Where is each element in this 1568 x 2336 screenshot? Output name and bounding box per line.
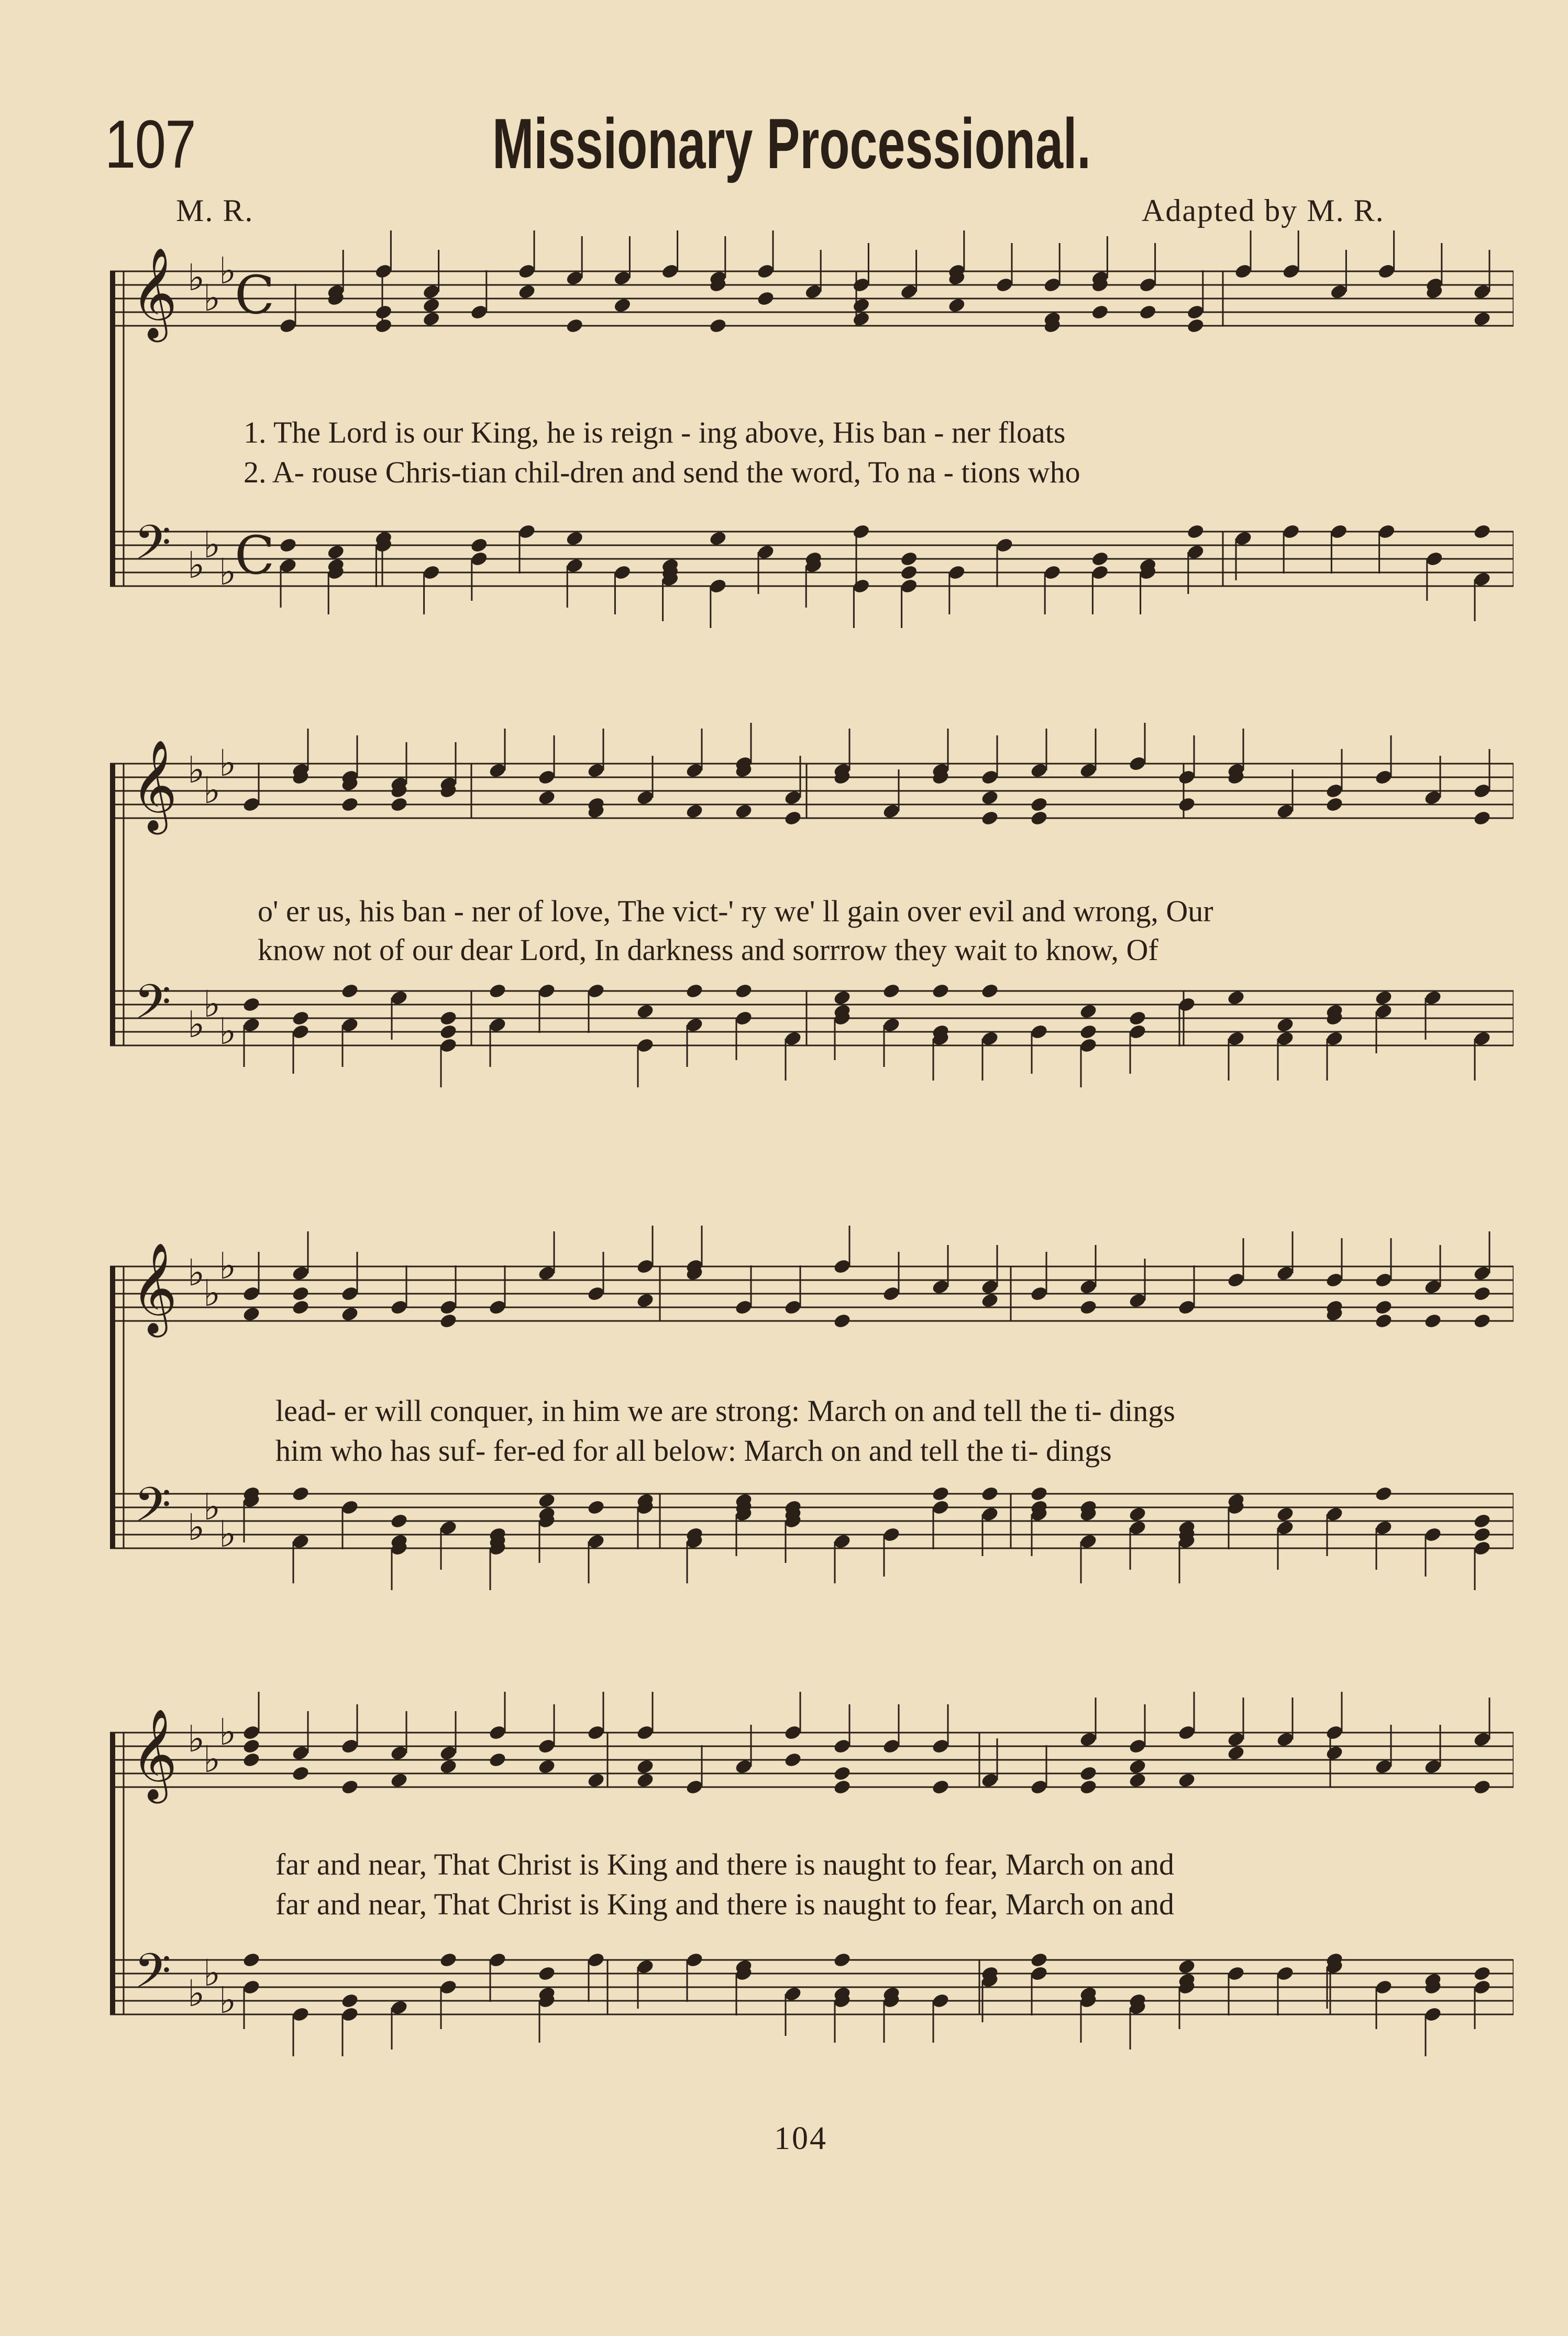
svg-text:♭: ♭: [219, 742, 237, 785]
lyric-line-verse-2: 2. A- rouse Chris-tian chil-dren and send the word, To na - tions who: [244, 455, 1080, 489]
svg-text:♭: ♭: [203, 769, 221, 812]
svg-text:♭: ♭: [203, 523, 221, 566]
lyric-line-verse-2: far and near, That Christ is King and there is naught to fear, March on and: [275, 1887, 1175, 1921]
svg-text:♭: ♭: [187, 256, 205, 299]
lyric-line-verse-2: him who has suf- fer-ed for all below: March on and tell the ti- dings: [275, 1434, 1112, 1468]
svg-text:♭: ♭: [203, 1952, 221, 1995]
svg-text:♭: ♭: [187, 1972, 205, 2015]
music-system-1: [110, 230, 1514, 670]
hymn-title: Missionary Processional.: [492, 104, 1091, 183]
svg-text:𝄞: 𝄞: [131, 740, 178, 831]
hymn-number: 107: [105, 106, 195, 182]
svg-text:𝄞: 𝄞: [131, 247, 178, 338]
svg-text:♭: ♭: [203, 277, 221, 319]
svg-text:♭: ♭: [219, 1711, 237, 1754]
svg-text:♭: ♭: [187, 1003, 205, 1046]
lyric-line-verse-1: lead- er will conquer, in him we are strong: March on and tell the ti- dings: [275, 1394, 1175, 1428]
svg-text:♭: ♭: [203, 1485, 221, 1528]
svg-text:♭: ♭: [219, 1513, 237, 1556]
svg-text:♭: ♭: [219, 1244, 237, 1287]
svg-text:♭: ♭: [219, 1010, 237, 1053]
lyric-line-verse-1: 1. The Lord is our King, he is reign - ing above, His ban - ner floats: [244, 415, 1066, 449]
music-staves: [110, 230, 1514, 670]
svg-text:𝄞: 𝄞: [131, 1242, 178, 1334]
svg-text:C: C: [235, 525, 275, 586]
music-system-3: [110, 1226, 1514, 1634]
svg-text:♭: ♭: [187, 544, 205, 587]
svg-text:♭: ♭: [219, 550, 237, 593]
svg-text:𝄢: 𝄢: [134, 515, 171, 582]
svg-text:𝄢: 𝄢: [134, 1943, 171, 2010]
svg-text:♭: ♭: [219, 249, 237, 292]
svg-text:♭: ♭: [219, 1979, 237, 2022]
author-credit: M. R.: [176, 193, 254, 228]
svg-text:𝄢: 𝄢: [134, 974, 171, 1041]
svg-text:♭: ♭: [187, 748, 205, 791]
svg-text:♭: ♭: [203, 983, 221, 1026]
svg-text:𝄢: 𝄢: [134, 1477, 171, 1544]
adapter-credit: Adapted by M. R.: [1142, 193, 1385, 228]
svg-text:♭: ♭: [203, 1738, 221, 1781]
music-system-2: [110, 723, 1514, 1131]
music-staves: [110, 1226, 1514, 1634]
svg-text:♭: ♭: [187, 1506, 205, 1549]
lyric-line-verse-1: o' er us, his ban - ner of love, The vict-' ry we' ll gain over evil and wrong, Our: [258, 894, 1213, 928]
music-system-4: [110, 1692, 1514, 2100]
svg-text:C: C: [235, 265, 275, 326]
lyric-line-verse-1: far and near, That Christ is King and there is naught to fear, March on and: [275, 1847, 1175, 1881]
lyric-line-verse-2: know not of our dear Lord, In darkness and sorrrow they wait to know, Of: [258, 933, 1158, 967]
svg-text:♭: ♭: [187, 1717, 205, 1760]
svg-text:♭: ♭: [187, 1251, 205, 1294]
svg-text:𝄞: 𝄞: [131, 1709, 178, 1800]
svg-text:♭: ♭: [203, 1272, 221, 1315]
page-number: 104: [774, 2121, 827, 2156]
